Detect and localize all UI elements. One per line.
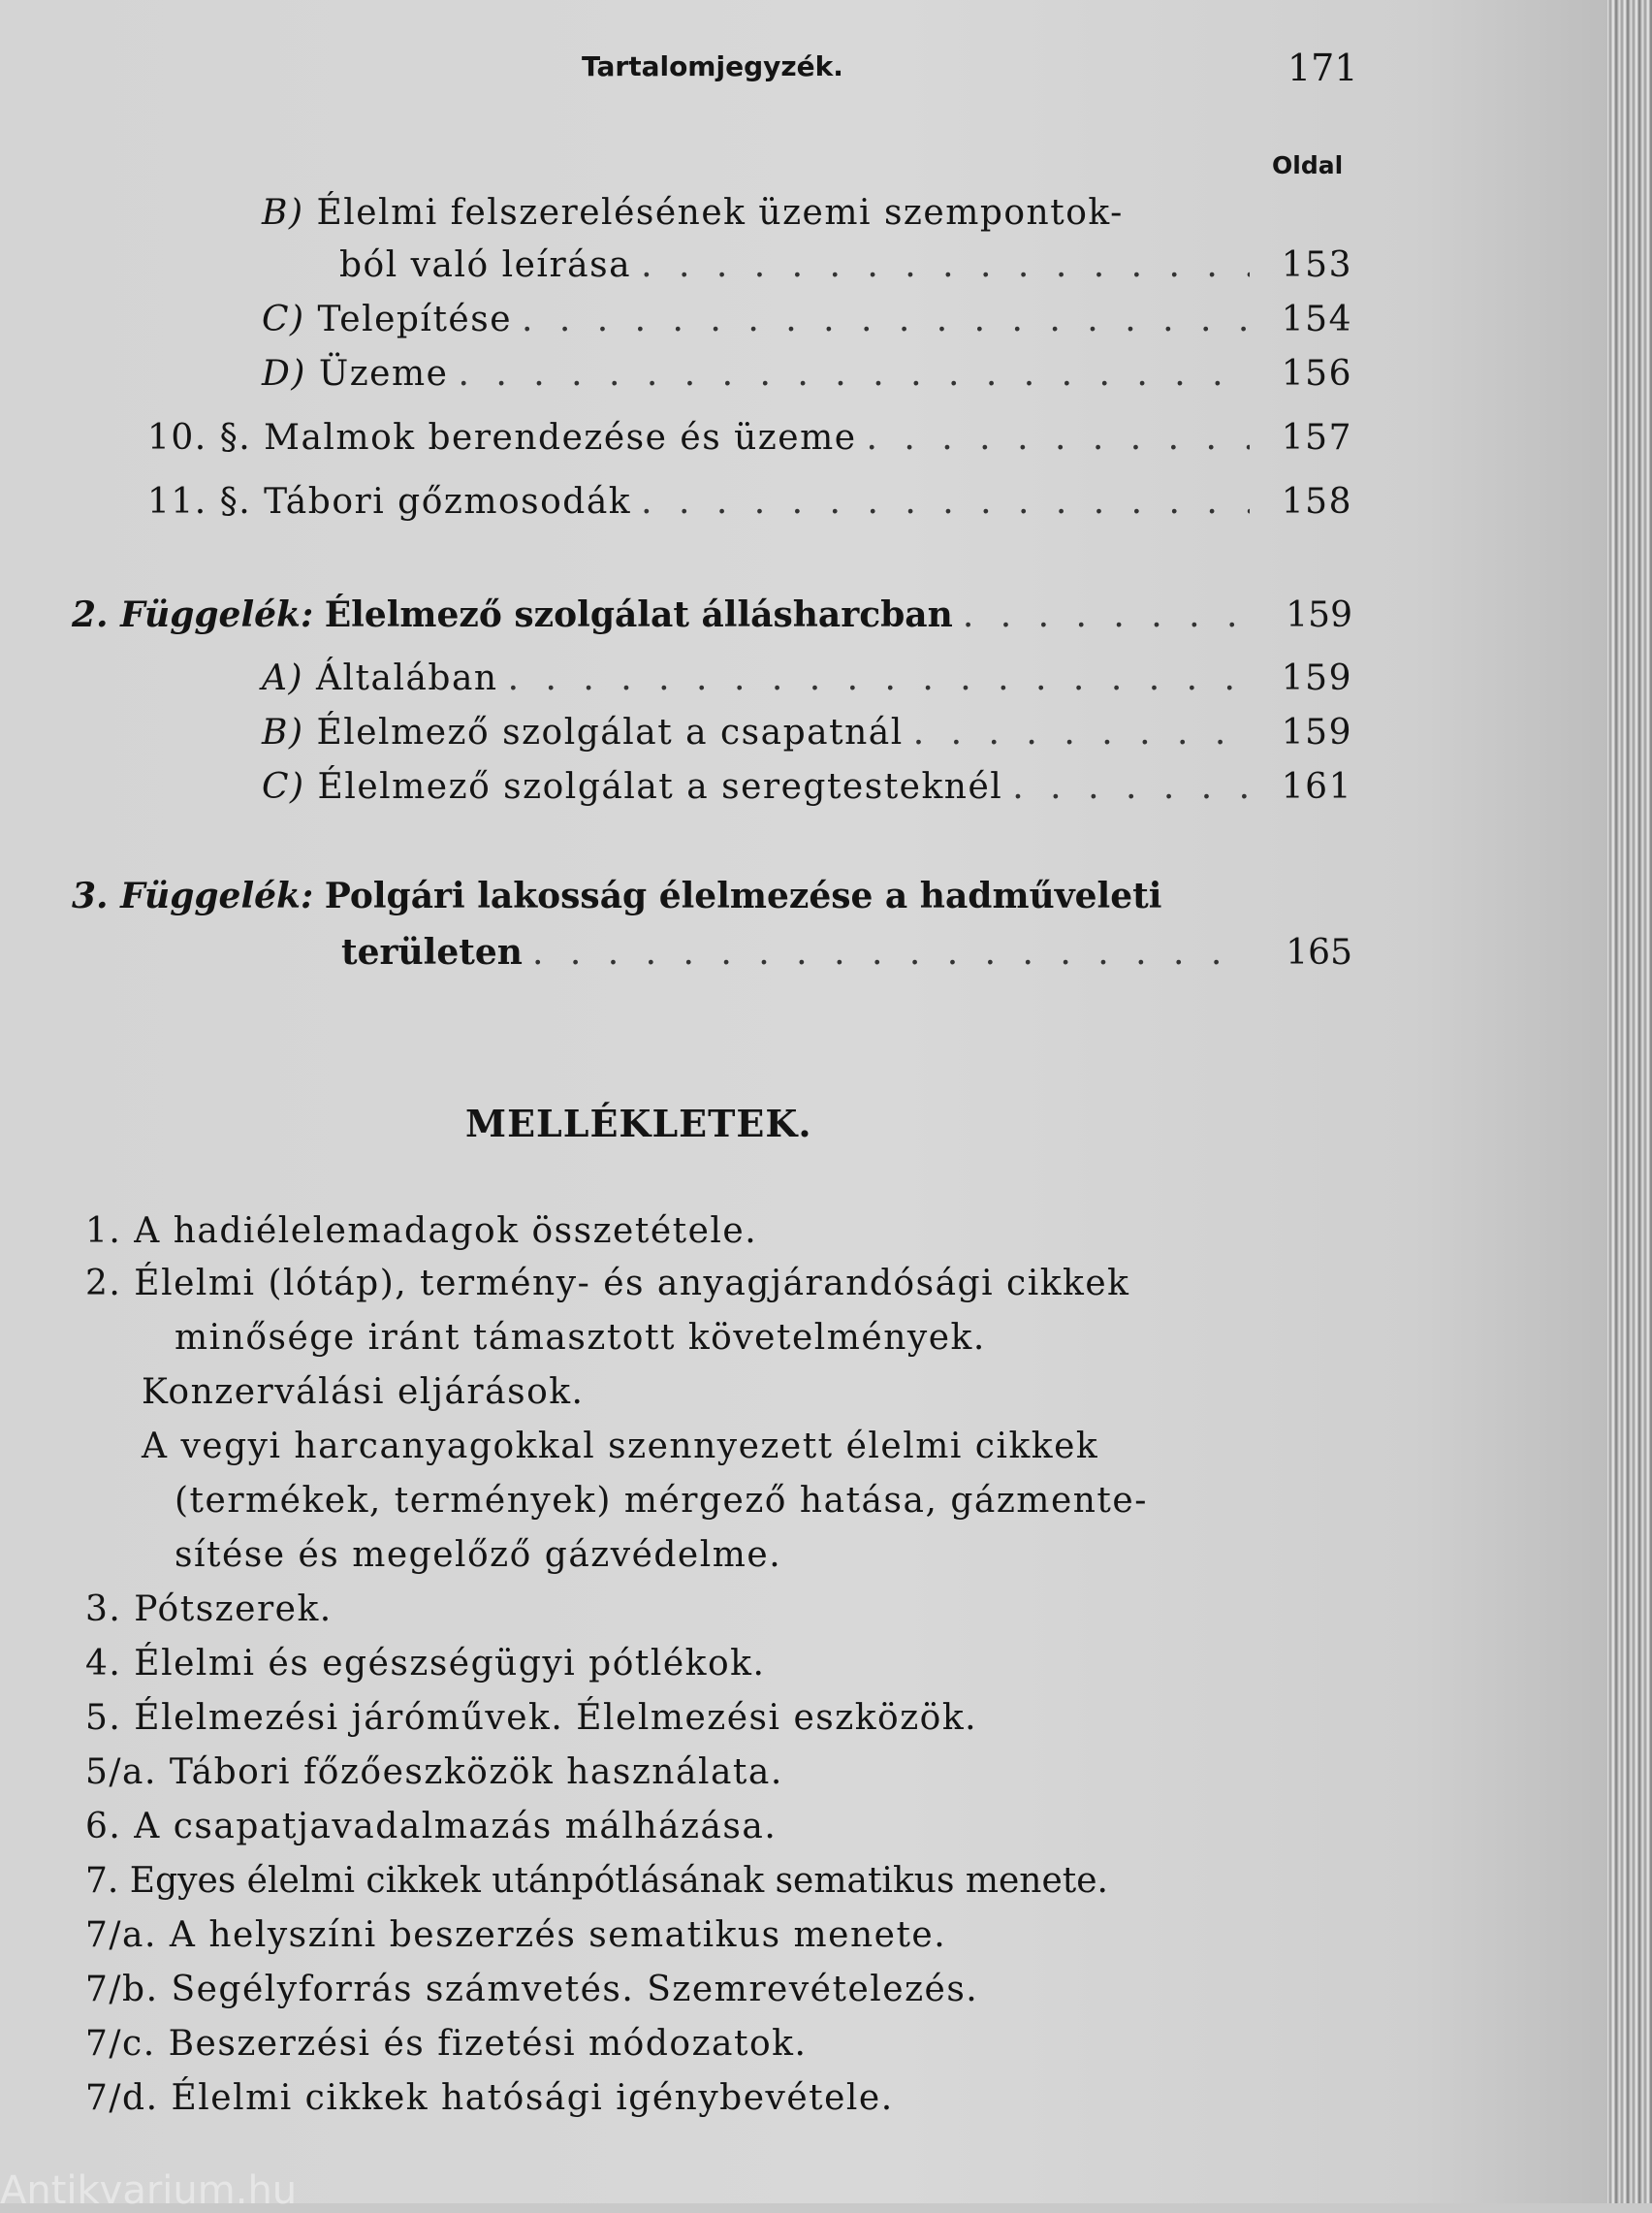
toc-text: Malmok berendezése és üzeme: [264, 418, 857, 458]
toc-page: 153: [1281, 245, 1352, 285]
attachment-item: 5/a. Tábori főzőeszközök használata.: [85, 1752, 783, 1792]
toc-entry: [147, 481, 1352, 524]
attachment-item-continuation: minősége iránt támasztott követelmények.: [175, 1318, 986, 1358]
leader-dots: [508, 657, 1250, 700]
toc-page: 161: [1281, 767, 1352, 807]
leader-dots: [913, 712, 1250, 754]
toc-label: D): [262, 354, 306, 394]
attachment-item-continuation: (termékek, termények) mérgező hatása, gázmente-: [175, 1481, 1148, 1521]
toc-text: Polgári lakosság élelmezése a hadműveleti: [324, 876, 1162, 916]
attachment-item: 3. Pótszerek.: [85, 1589, 333, 1629]
toc-entry: [262, 657, 1352, 700]
toc-text: Élelmi felszerelésének üzemi szempontok-: [316, 193, 1124, 233]
leader-dots: [641, 244, 1250, 287]
toc-label: B): [262, 713, 304, 753]
attachment-item-continuation: sítése és megelőző gázvédelme.: [175, 1535, 782, 1575]
toc-entry: [262, 299, 1352, 341]
attachment-item: 7/d. Élelmi cikkek hatósági igénybevétele.: [85, 2078, 894, 2118]
page-edge: [1607, 0, 1652, 2203]
attachment-item: 5. Élelmezési járóművek. Élelmezési eszközök.: [85, 1698, 978, 1738]
leader-dots: [1012, 766, 1250, 809]
leader-dots: [522, 299, 1250, 341]
toc-appendix-3-line1: [72, 875, 1161, 918]
attachment-item: 7/b. Segélyforrás számvetés. Szemrevételezés.: [85, 1970, 979, 2009]
toc-label: 3. Függelék:: [72, 876, 314, 916]
toc-page: 159: [1286, 595, 1352, 635]
watermark: Antikvarium.hu: [0, 2168, 298, 2213]
attachment-item-continuation: Konzerválási eljárások.: [142, 1372, 585, 1412]
toc-page: 154: [1281, 300, 1352, 339]
attachment-item: 1. A hadiélelemadagok összetétele.: [85, 1211, 758, 1251]
toc-page: 165: [1286, 933, 1352, 973]
attachment-item-continuation: A vegyi harcanyagokkal szennyezett élelmi cikkek: [142, 1427, 1099, 1466]
toc-entry: [262, 353, 1352, 396]
toc-entry: [262, 712, 1352, 754]
toc-page: 159: [1281, 658, 1352, 698]
attachment-item: 2. Élelmi (lótáp), termény- és anyagjárandósági cikkek: [85, 1264, 1130, 1303]
page-column-label: Oldal: [1272, 151, 1344, 179]
toc-page: 156: [1281, 354, 1352, 394]
toc-entry: [262, 766, 1352, 809]
toc-label: 2. Függelék:: [72, 594, 314, 635]
toc-label: 10. §.: [147, 418, 252, 458]
toc-page: 158: [1281, 482, 1352, 522]
toc-text: Élelmező szolgálat állásharcban: [324, 594, 953, 635]
toc-text: Üzeme: [318, 354, 449, 394]
toc-label: 11. §.: [147, 482, 252, 522]
toc-appendix-2: [72, 593, 1352, 637]
toc-text: Telepítése: [317, 300, 512, 339]
attachment-item: 7/a. A helyszíni beszerzés sematikus menete.: [85, 1915, 947, 1955]
toc-appendix-3-line2: [341, 931, 1352, 975]
toc-text: Élelmező szolgálat a seregtesteknél: [317, 767, 1003, 807]
page-number: 171: [1287, 47, 1358, 89]
leader-dots: [641, 481, 1250, 524]
toc-text: Általában: [316, 658, 498, 698]
toc-page: 159: [1281, 713, 1352, 753]
attachment-item: 7/c. Beszerzési és fizetési módozatok.: [85, 2024, 808, 2064]
leader-dots: [458, 353, 1250, 396]
toc-entry-b-line1: [262, 192, 1124, 235]
attachment-item: 4. Élelmi és egészségügyi pótlékok.: [85, 1644, 766, 1684]
toc-text: Élelmező szolgálat a csapatnál: [316, 713, 904, 753]
toc-page: 157: [1281, 418, 1352, 458]
toc-text: Tábori gőzmosodák: [264, 482, 632, 522]
toc-label: C): [262, 300, 305, 339]
attachment-item: 7. Egyes élelmi cikkek utánpótlásának sematikus menete.: [85, 1861, 1109, 1901]
attachments-heading: MELLÉKLETEK.: [465, 1102, 812, 1145]
leader-dots: [867, 417, 1250, 460]
leader-dots: [963, 594, 1250, 637]
attachment-item: 6. A csapatjavadalmazás málházása.: [85, 1807, 778, 1846]
running-header-title: Tartalomjegyzék.: [582, 50, 843, 82]
toc-label: A): [262, 658, 304, 698]
leader-dots: [532, 932, 1250, 975]
toc-entry-b-line2: [339, 244, 1352, 287]
toc-label: B): [262, 193, 304, 233]
toc-entry: [147, 417, 1352, 460]
toc-label: C): [262, 767, 305, 807]
toc-text: ból való leírása: [339, 245, 632, 285]
toc-text: területen: [341, 932, 523, 973]
